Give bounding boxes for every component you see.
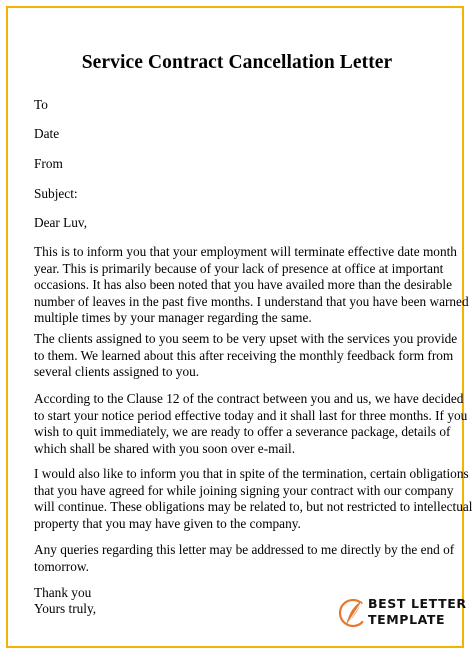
closing-signoff: Yours truly,: [34, 601, 97, 616]
paragraph-line: several clients assigned to you.: [34, 364, 200, 379]
paragraph-line: property that you may have given to the company.: [34, 515, 301, 531]
paragraph-line: will continue. These obligations may be related to, but not restricted to intellectual: [34, 499, 473, 514]
paragraph-line: According to the Clause 12 of the contract between you and us, we have decided: [34, 391, 464, 406]
paragraph-5: [34, 542, 455, 575]
closing-thanks: Thank you: [34, 585, 92, 600]
paragraph-line: tomorrow.: [34, 558, 89, 574]
logo-line-1: BEST LETTER: [368, 596, 467, 611]
paragraph-line: Any queries regarding this letter may be addressed to me directly by the end of: [34, 542, 455, 557]
to-line: To: [34, 97, 48, 112]
logo-line-2: TEMPLATE: [368, 612, 446, 627]
paragraph-line: number of leaves in the past five months. I understand that you have been warned: [34, 293, 469, 309]
paragraph-line: that you have agreed for while joining signing your contract with our company: [34, 482, 454, 498]
paragraph-line: to start your notice period effective today and it shall last for three months. If you: [34, 407, 468, 423]
paragraph-line: which shall be shared with you soon over e-mail.: [34, 440, 296, 456]
logo-wordmark: [368, 596, 467, 628]
quill-pen-icon: [338, 593, 372, 633]
date-line: Date: [34, 126, 60, 141]
from-line: From: [34, 156, 63, 171]
brand-logo: [338, 593, 467, 633]
letter-title: Service Contract Cancellation Letter: [81, 52, 393, 73]
paragraph-line: The clients assigned to you seem to be very upset with the services you provide: [34, 331, 458, 346]
paragraph-line: to them. We learned about this after receiving the monthly feedback form from: [34, 347, 454, 363]
paragraph-line: This is to inform you that your employment will terminate effective date month: [34, 244, 457, 259]
paragraph-1: [34, 244, 469, 327]
paragraph-line: wish to quit immediately, we are ready to offer a severance package, details of: [34, 424, 451, 439]
salutation: Dear Luv,: [34, 215, 88, 230]
paragraph-line: year. This is primarily because of your lack of presence at office at important: [34, 260, 444, 276]
paragraph-line: occasions. It has also been noted that you have availed more than the desirable: [34, 277, 452, 292]
subject-line: Subject:: [34, 186, 78, 201]
paragraph-line: multiple times by your manager regarding the same.: [34, 310, 312, 325]
paragraph-2: [34, 331, 458, 381]
paragraph-4: [34, 466, 473, 532]
paragraph-3: [34, 391, 468, 457]
paragraph-line: I would also like to inform you that in spite of the termination, certain obligations: [34, 466, 469, 481]
